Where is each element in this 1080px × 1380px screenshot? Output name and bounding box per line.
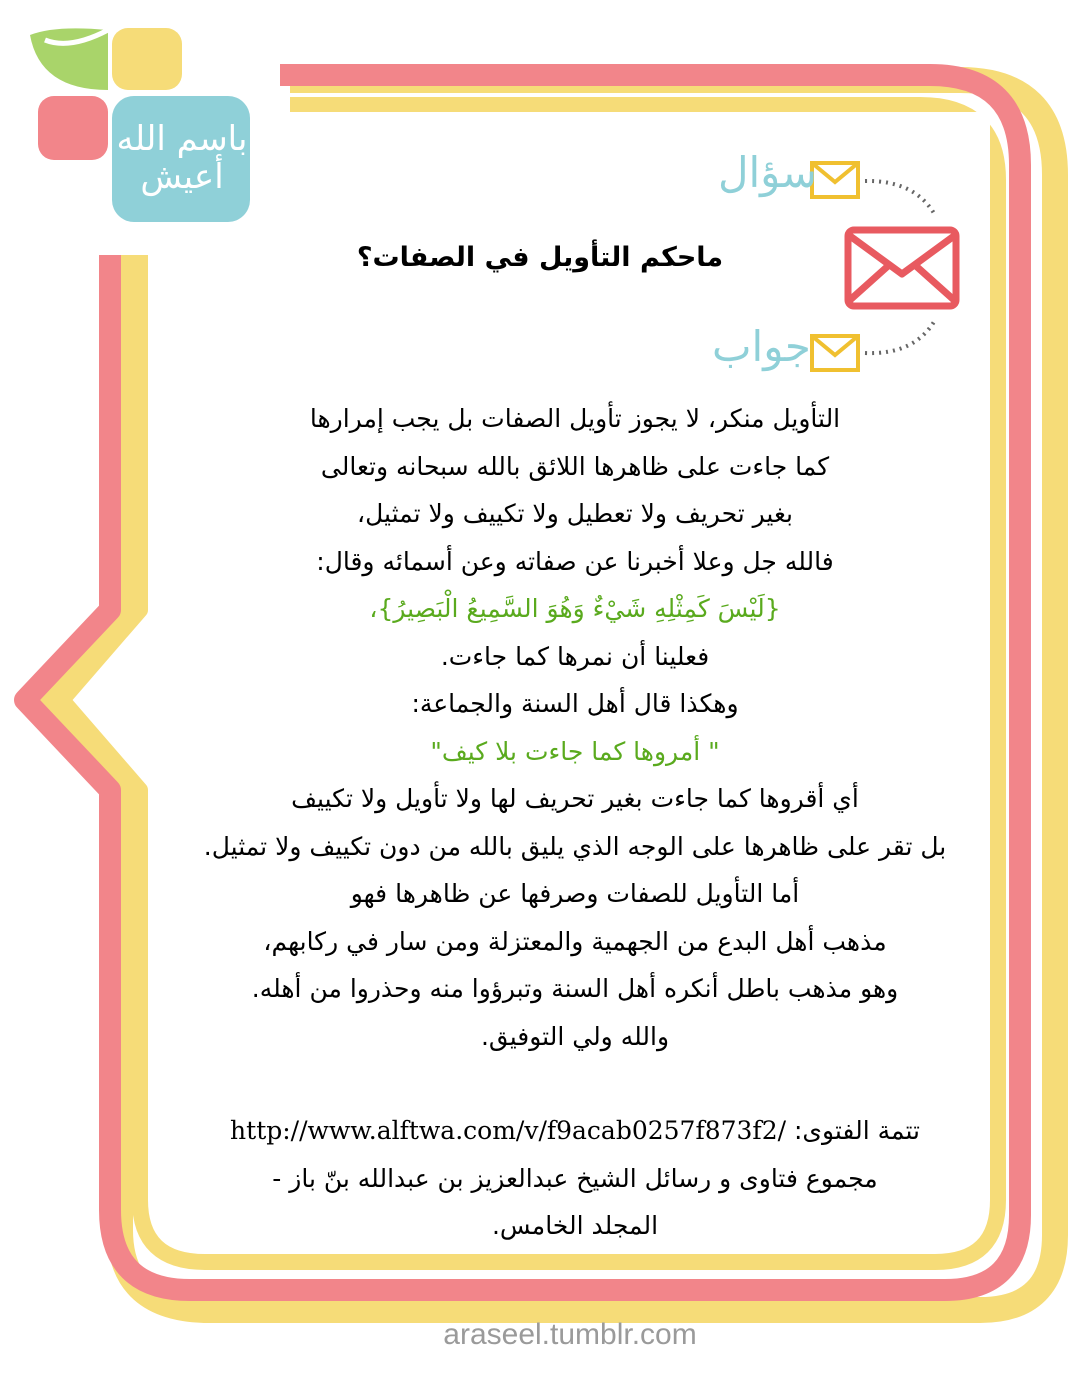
logo-text xyxy=(112,120,252,196)
watermark: araseel.tumblr.com xyxy=(443,1318,697,1351)
answer-line: وهو مذهب باطل أنكره أهل السنة وتبرؤوا منه وحذروا من أهله. xyxy=(251,974,899,1003)
answer-line: فالله جل وعلا أخبرنا عن صفاته وعن أسمائه وقال: xyxy=(316,546,834,576)
salaf-quote: " أمروها كما جاءت بلا كيف" xyxy=(430,736,720,766)
logo-line-2: أعيش xyxy=(140,157,224,197)
answer-line: أما التأويل للصفات وصرفها عن ظاهرها فهو xyxy=(350,879,800,908)
quran-verse: {لَيْسَ كَمِثْلِهِ شَيْءٌ وَهُوَ السَّمِيعُ الْبَصِيرُ}، xyxy=(369,594,781,623)
source-block xyxy=(150,1107,1000,1250)
answer-line: التأويل منكر، لا يجوز تأويل الصفات بل يجب إمرارها xyxy=(309,404,841,433)
envelope-icon xyxy=(848,230,956,306)
source-url[interactable]: http://www.alftwa.com/v/f9acab0257f873f2/ xyxy=(230,1116,787,1145)
question-label: سؤال xyxy=(718,148,818,197)
answer-body xyxy=(150,395,1000,1060)
source-line-3: المجلد الخامس. xyxy=(491,1211,659,1240)
answer-line: بغير تحريف ولا تعطيل ولا تكييف ولا تمثيل، xyxy=(357,499,793,528)
source-label: تتمة الفتوى: xyxy=(793,1116,920,1145)
answer-label: جواب xyxy=(712,322,811,371)
answer-line: مذهب أهل البدع من الجهمية والمعتزلة ومن سار في ركابهم، xyxy=(263,926,887,956)
source-line-1 xyxy=(150,1107,1000,1155)
answer-line: فعلينا أن نمرها كما جاءت. xyxy=(440,641,710,671)
envelope-icon xyxy=(812,163,858,197)
source-line-2: مجموع فتاوى و رسائل الشيخ عبدالعزيز بن عبدالله بنّ باز - xyxy=(272,1163,878,1193)
logo-line-1: باسم الله xyxy=(116,119,248,159)
answer-line: وهكذا قال أهل السنة والجماعة: xyxy=(411,689,739,718)
answer-line: أي أقروها كما جاءت بغير تحريف لها ولا تأويل ولا تكييف xyxy=(291,784,859,813)
answer-line: والله ولي التوفيق. xyxy=(480,1021,670,1051)
question-heading: ماحكم التأويل في الصفات؟ xyxy=(356,242,724,273)
answer-line: كما جاءت على ظاهرها اللائق بالله سبحانه وتعالى xyxy=(320,451,830,481)
envelope-icon xyxy=(812,336,858,370)
answer-line: بل تقر على ظاهرها على الوجه الذي يليق بالله من دون تكييف ولا تمثيل. xyxy=(203,831,947,861)
